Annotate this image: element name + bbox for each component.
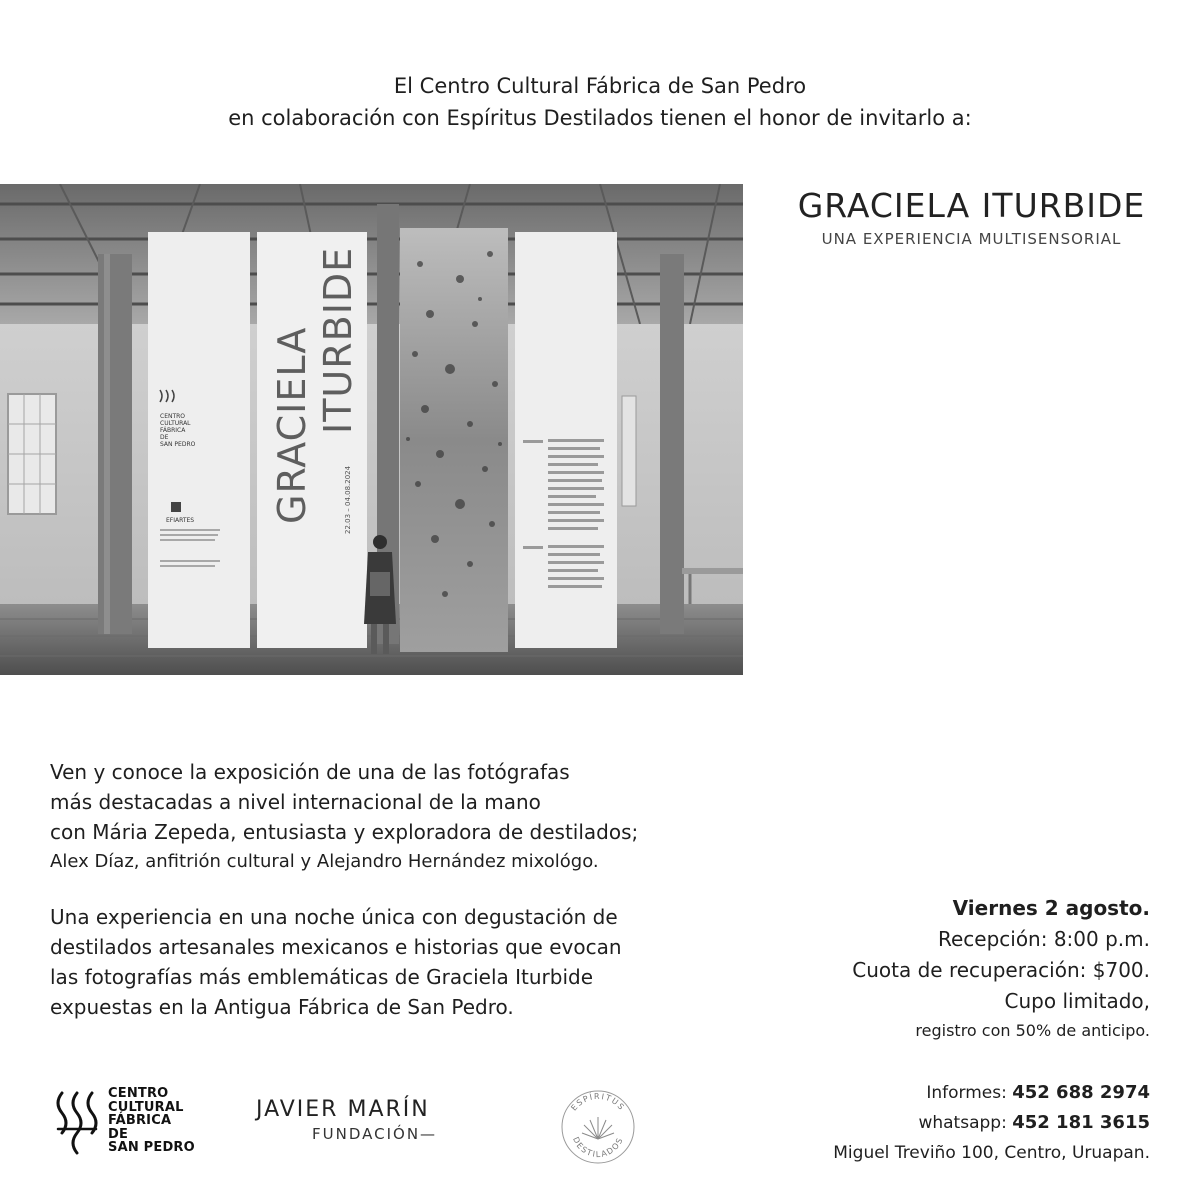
- paragraph-line: Una experiencia en una noche única con degustación de: [50, 905, 618, 929]
- paragraph-line: más destacadas a nivel internacional de la mano: [50, 790, 541, 814]
- jm-logo-fundacion: FUNDACIÓN—: [312, 1125, 438, 1143]
- event-title: GRACIELA ITURBIDE: [797, 186, 1146, 225]
- paragraph-line: destilados artesanales mexicanos e historias que evocan: [50, 935, 622, 959]
- panel-org-line: CULTURAL: [160, 420, 191, 427]
- paragraph-line: Ven y conoce la exposición de una de las fotógrafas: [50, 760, 570, 784]
- contact-whatsapp: [833, 1108, 1150, 1138]
- ccfsp-logo-line: SAN PEDRO: [108, 1140, 195, 1155]
- panel-org-line: FÁBRICA: [160, 427, 186, 434]
- description-paragraph-2: [50, 902, 622, 1022]
- panel-name-line-2: ITURBIDE: [316, 246, 360, 434]
- panel-dates: 22.03 – 04.08.2024: [344, 465, 352, 534]
- event-fee: Cuota de recuperación: $700.: [852, 958, 1150, 982]
- contact-address: Miguel Treviño 100, Centro, Uruapan.: [833, 1143, 1150, 1163]
- event-title-block: [770, 186, 1173, 250]
- header-line-2: en colaboración con Espíritus Destilados tienen el honor de invitarlo a:: [228, 106, 972, 130]
- espiritus-destilados-logo: [560, 1089, 636, 1165]
- event-details: [852, 893, 1150, 1045]
- contact-informes: [833, 1078, 1150, 1108]
- svg-text:DESTILADOS: [571, 1136, 625, 1160]
- javier-marin-logo: [256, 1096, 437, 1144]
- espiritus-bottom-text: DESTILADOS: [570, 1135, 625, 1160]
- invitation-header: [0, 70, 1200, 134]
- whatsapp-phone[interactable]: 452 181 3615: [1012, 1112, 1150, 1133]
- header-line-1: El Centro Cultural Fábrica de San Pedro: [393, 74, 807, 98]
- panel-name-line-1: GRACIELA: [270, 326, 314, 524]
- event-date: Viernes 2 agosto.: [952, 896, 1150, 920]
- ccfsp-logo-line: CULTURAL: [108, 1099, 184, 1115]
- event-capacity: Cupo limitado,: [1004, 989, 1150, 1013]
- paragraph-line: con Mária Zepeda, entusiasta y exploradora de destilados;: [50, 820, 639, 844]
- exhibition-photo: [0, 184, 743, 675]
- paragraph-line: Alex Díaz, anfitrión cultural y Alejandro Hernández mixológo.: [50, 851, 599, 872]
- ccfsp-logo: [52, 1085, 222, 1165]
- informes-label: Informes:: [926, 1083, 1007, 1103]
- informes-phone[interactable]: 452 688 2974: [1012, 1082, 1150, 1103]
- event-registration: registro con 50% de anticipo.: [915, 1021, 1150, 1040]
- ccfsp-logo-line: DE: [108, 1126, 129, 1142]
- espiritus-top-text: ESPÍRITUS: [569, 1091, 627, 1113]
- agave-icon: [582, 1117, 614, 1139]
- paragraph-line: expuestas en la Antigua Fábrica de San Pedro.: [50, 995, 514, 1019]
- panel-sponsor: EFIARTES: [166, 517, 195, 524]
- jm-logo-name: JAVIER MARÍN: [256, 1097, 430, 1122]
- svg-text:ESPÍRITUS: [569, 1090, 626, 1112]
- contact-info: [833, 1078, 1150, 1168]
- paragraph-line: las fotografías más emblemáticas de Graciela Iturbide: [50, 965, 594, 989]
- panel-org-line: SAN PEDRO: [160, 441, 196, 448]
- ccfsp-logo-line: CENTRO: [108, 1086, 169, 1101]
- ccfsp-logo-line: FÁBRICA: [108, 1113, 172, 1128]
- whatsapp-label: whatsapp:: [918, 1113, 1007, 1133]
- panel-org-line: CENTRO: [160, 413, 186, 420]
- event-subtitle: UNA EXPERIENCIA MULTISENSORIAL: [821, 230, 1122, 248]
- event-reception: Recepción: 8:00 p.m.: [937, 927, 1150, 951]
- ccfsp-mark-icon: [52, 1089, 102, 1165]
- panel-org-line: DE: [160, 434, 169, 441]
- description-paragraph-1: [50, 757, 638, 877]
